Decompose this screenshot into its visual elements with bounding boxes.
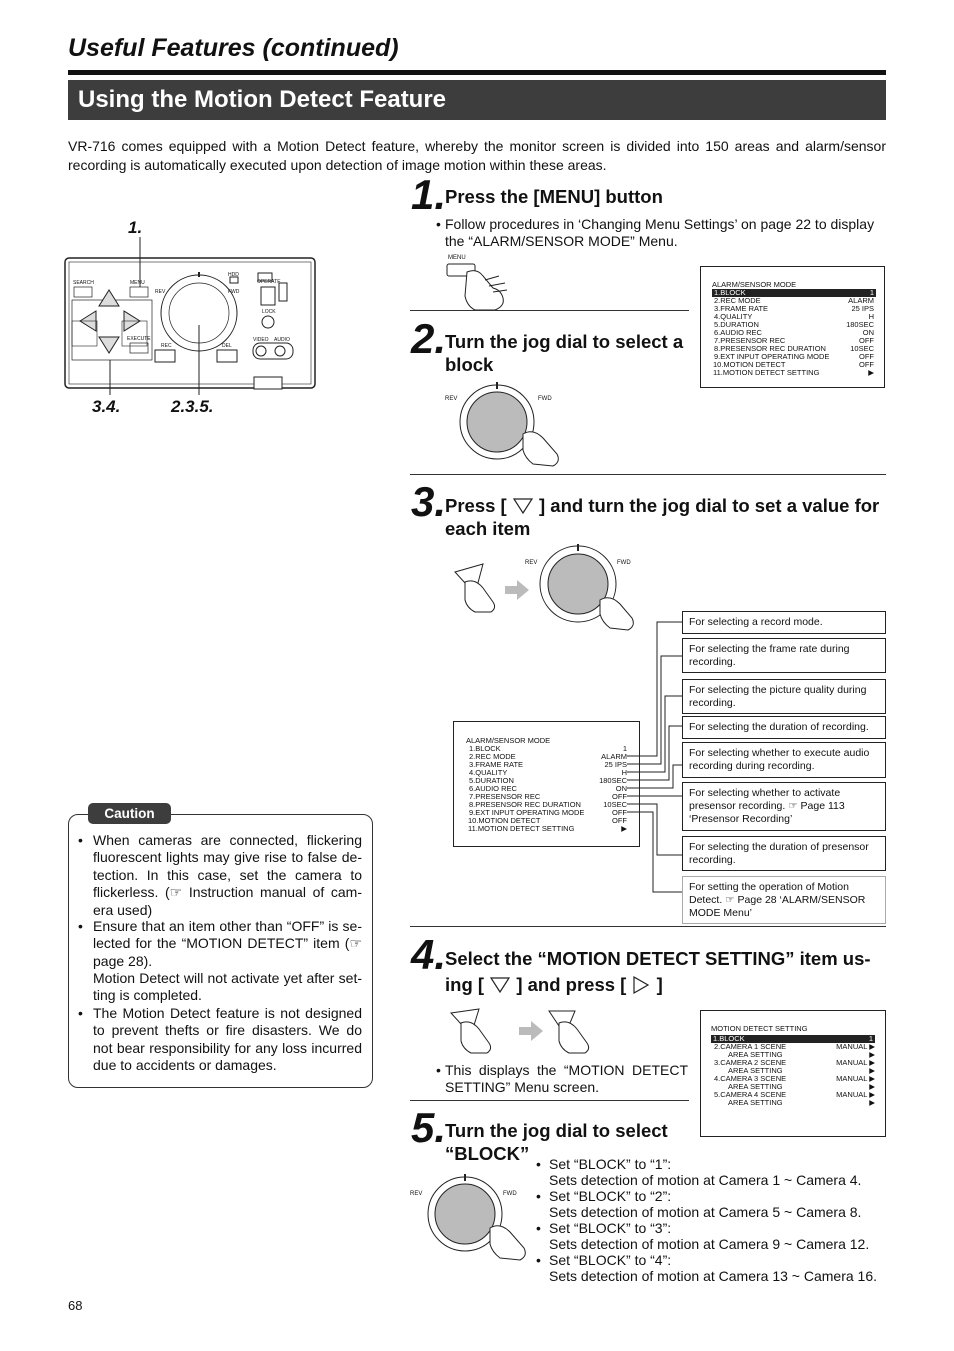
callout-duration: For selecting the duration of recording. <box>682 716 886 739</box>
divider <box>410 474 886 475</box>
jog-dial-illustration-2 <box>445 378 575 470</box>
callout-steps-3-4: 3.4. <box>92 397 121 416</box>
divider <box>410 926 886 927</box>
menu-button-press-illustration <box>445 254 525 314</box>
callout-picture-quality: For selecting the picture quality during recording. <box>682 679 886 714</box>
device-illustration <box>62 215 322 410</box>
device-label-fwd: FWD <box>228 289 240 295</box>
osd-label: 5.DURATION <box>714 320 759 329</box>
osd-value: OFF <box>859 360 874 369</box>
osd-value: 1 <box>868 1034 873 1043</box>
osd-value: 1 <box>869 288 874 297</box>
device-label-rev: REV <box>155 289 166 295</box>
step-1-title: Press the [MENU] button <box>445 186 663 207</box>
step-4-number: 4. <box>411 931 447 978</box>
osd-label: 2.CAMERA 1 SCENE <box>714 1042 787 1051</box>
callout-presensor-rec: For selecting whether to activate presensor recording. ☞ Page 113 ‘Presensor Recording’ <box>682 782 886 831</box>
fwd-label: FWD <box>617 560 631 566</box>
rev-label: REV <box>410 1191 423 1197</box>
osd-value: ON <box>862 328 874 337</box>
caution-item: • When cameras are connected, flickering fluorescent lights may give rise to false de-tection. In this case, set the camera to flickerless. (☞ Instruction manual of cam-era used) <box>78 832 362 918</box>
step-1-bullet: • Follow procedures in ‘Changing Menu Settings’ on page 22 to display the “ALARM/SENSOR MODE” Menu. <box>436 216 875 249</box>
osd-value: MANUAL ▶ <box>836 1042 875 1051</box>
osd-value: H <box>868 312 874 321</box>
osd-row <box>701 369 884 377</box>
osd-value: 180SEC <box>846 320 874 329</box>
jog-dial-illustration-5 <box>410 1172 540 1262</box>
osd-value: 10SEC <box>850 344 874 353</box>
osd-label: 6.AUDIO REC <box>714 328 762 337</box>
caution-item: • The Motion Detect feature is not designed to prevent thefts or fire disasters. We do not bear responsibility for any loss incurred due to accidents or damages. <box>78 1005 362 1074</box>
step-5-bullets: • Set “BLOCK” to “1”: Sets detection of motion at Camera 1 ~ Camera 4. • Set “BLOCK” to “2”: Sets detection of motion at Camera 5 ~ Camera 8. • Set “BLOCK” to “3”: Sets detection of motion at Camera 9 ~ Camera 12. • Set “BLOCK” to “4”: Sets detection of motion at Camera 13 ~ Camera 16. <box>536 1156 878 1284</box>
device-label-lock: LOCK <box>262 309 276 315</box>
step-4-bullet: • This displays the “MOTION DETECT SETTING” Menu screen. <box>436 1062 688 1095</box>
alarm-sensor-menu-screen-1 <box>700 266 885 388</box>
hand-pressing-menu-icon <box>445 254 525 314</box>
osd-label: 11.MOTION DETECT SETTING <box>713 368 820 377</box>
title-rule <box>68 70 886 75</box>
caution-note: Motion Detect will not activate yet after set-ting is completed. <box>93 970 362 1004</box>
osd-value: 1 <box>622 744 627 753</box>
osd-row <box>701 1099 885 1107</box>
osd-value: ON <box>615 784 627 793</box>
osd-value: ▶ <box>869 1082 875 1091</box>
osd-value: ALARM <box>601 752 627 761</box>
osd-label: 2.REC MODE <box>714 296 761 305</box>
device-label-del: DEL <box>222 343 232 349</box>
callout-presensor-duration: For selecting the duration of presensor recording. <box>682 836 886 871</box>
down-triangle-button-icon <box>489 976 511 994</box>
osd-label: 11.MOTION DETECT SETTING <box>468 824 575 833</box>
device-label-search: SEARCH <box>73 280 94 286</box>
osd-label: 1.BLOCK <box>714 288 746 297</box>
osd-value: MANUAL ▶ <box>836 1058 875 1067</box>
osd-value: MANUAL ▶ <box>836 1090 875 1099</box>
osd-label: 4.QUALITY <box>469 768 508 777</box>
device-label-rec: REC <box>161 343 172 349</box>
osd-value: 10SEC <box>603 800 627 809</box>
callout-step-1: 1. <box>128 218 143 237</box>
osd-value: OFF <box>612 792 627 801</box>
callout-frame-rate: For selecting the frame rate during recording. <box>682 638 886 673</box>
press-down-then-right-icon <box>445 1007 615 1062</box>
osd-label: 10.MOTION DETECT <box>713 360 786 369</box>
osd-value: OFF <box>612 808 627 817</box>
osd-value: 25 IPS <box>604 760 627 769</box>
intro-paragraph: VR-716 comes equipped with a Motion Detect feature, whereby the monitor screen is divided into 150 areas and alarm/sensor recording is automatically executed upon detection of image motion within these areas. <box>68 138 886 173</box>
osd-label: 9.EXT INPUT OPERATING MODE <box>469 808 585 817</box>
osd-label: 8.PRESENSOR REC DURATION <box>469 800 581 809</box>
divider <box>410 1100 689 1101</box>
osd-label: 4.CAMERA 3 SCENE <box>714 1074 787 1083</box>
step-1-number: 1. <box>411 171 447 218</box>
osd-value: OFF <box>612 816 627 825</box>
callout-record-mode: For selecting a record mode. <box>682 611 886 634</box>
osd-label: AREA SETTING <box>728 1050 783 1059</box>
osd-label: 3.FRAME RATE <box>469 760 524 769</box>
page-heading: Using the Motion Detect Feature <box>68 80 886 120</box>
step-3-number: 3. <box>411 478 447 525</box>
osd-value: ▶ <box>869 1066 875 1075</box>
osd-label: 3.FRAME RATE <box>714 304 769 313</box>
step-5-number: 5. <box>411 1104 447 1151</box>
caution-label: Caution <box>88 803 171 824</box>
osd-value: ALARM <box>848 296 874 305</box>
dvr-front-panel-drawing <box>62 215 322 410</box>
osd-value: ▶ <box>869 1050 875 1059</box>
osd-label: 1.BLOCK <box>469 744 501 753</box>
divider <box>410 310 689 311</box>
osd-label: 7.PRESENSOR REC <box>469 792 541 801</box>
step-4-illustration <box>445 1007 615 1062</box>
osd-label: 3.CAMERA 2 SCENE <box>714 1058 787 1067</box>
osd-value: ▶ <box>621 824 627 833</box>
caution-item: • Ensure that an item other than “OFF” is se-lected for the “MOTION DETECT” item (☞ page 28). <box>78 918 362 969</box>
device-label-hdd: HDD <box>228 272 239 278</box>
osd-value: H <box>621 768 627 777</box>
jog-dial-turn-icon <box>445 378 575 470</box>
osd-label: 5.DURATION <box>469 776 514 785</box>
section-title: Useful Features (continued) <box>68 34 399 62</box>
osd-label: 6.AUDIO REC <box>469 784 517 793</box>
osd-label: AREA SETTING <box>728 1066 783 1075</box>
device-label-audio: AUDIO <box>274 337 290 343</box>
osd-label: 4.QUALITY <box>714 312 753 321</box>
jog-dial-turn-icon <box>410 1172 540 1262</box>
rev-label: REV <box>525 560 538 566</box>
menu-label: MENU <box>448 255 466 261</box>
fwd-label: FWD <box>538 396 552 402</box>
device-label-menu: MENU <box>130 280 145 286</box>
down-triangle-button-icon <box>512 497 534 515</box>
osd-title: MOTION DETECT SETTING <box>711 1024 808 1033</box>
osd-value: OFF <box>859 352 874 361</box>
step-4-title: Select the “MOTION DETECT SETTING” item us- ing [ ] and press [ ] <box>445 948 871 995</box>
step-2-number: 2. <box>411 315 447 362</box>
osd-label: 9.EXT INPUT OPERATING MODE <box>714 352 830 361</box>
osd-value: 180SEC <box>599 776 627 785</box>
osd-label: 10.MOTION DETECT <box>468 816 541 825</box>
callout-motion-detect: For setting the operation of Motion Detect. ☞ Page 28 ‘ALARM/SENSOR MODE Menu’ <box>682 876 886 924</box>
page-number: 68 <box>68 1298 83 1313</box>
callout-steps-2-3-5: 2.3.5. <box>171 397 214 416</box>
step-3-title: Press [ ] and turn the jog dial to set a value for each item <box>445 495 880 539</box>
device-label-execute: EXECUTE <box>127 336 151 342</box>
device-label-operate: OPERATE <box>257 279 281 285</box>
osd-label: AREA SETTING <box>728 1098 783 1107</box>
osd-value: OFF <box>859 336 874 345</box>
osd-label: AREA SETTING <box>728 1082 783 1091</box>
rev-label: REV <box>445 396 458 402</box>
device-label-video: VIDEO <box>253 337 269 343</box>
osd-value: MANUAL ▶ <box>836 1074 875 1083</box>
osd-value: ▶ <box>869 1098 875 1107</box>
osd-label: 7.PRESENSOR REC <box>714 336 786 345</box>
osd-label: 5.CAMERA 4 SCENE <box>714 1090 787 1099</box>
osd-title: ALARM/SENSOR MODE <box>466 736 551 745</box>
step-5-title: Turn the jog dial to select “BLOCK” <box>445 1120 668 1164</box>
motion-detect-setting-screen <box>700 1010 886 1137</box>
osd-value: 25 IPS <box>851 304 874 313</box>
osd-label: 8.PRESENSOR REC DURATION <box>714 344 826 353</box>
osd-label: 2.REC MODE <box>469 752 516 761</box>
fwd-label: FWD <box>503 1191 517 1197</box>
right-triangle-button-icon <box>631 975 651 995</box>
step-2-title: Turn the jog dial to select a block <box>445 331 684 375</box>
osd-title: ALARM/SENSOR MODE <box>712 280 797 289</box>
callout-connector-lines <box>600 610 690 900</box>
osd-value: ▶ <box>868 368 874 377</box>
callout-audio-rec: For selecting whether to execute audio recording during recording. <box>682 742 886 778</box>
osd-label: 1.BLOCK <box>713 1034 745 1043</box>
